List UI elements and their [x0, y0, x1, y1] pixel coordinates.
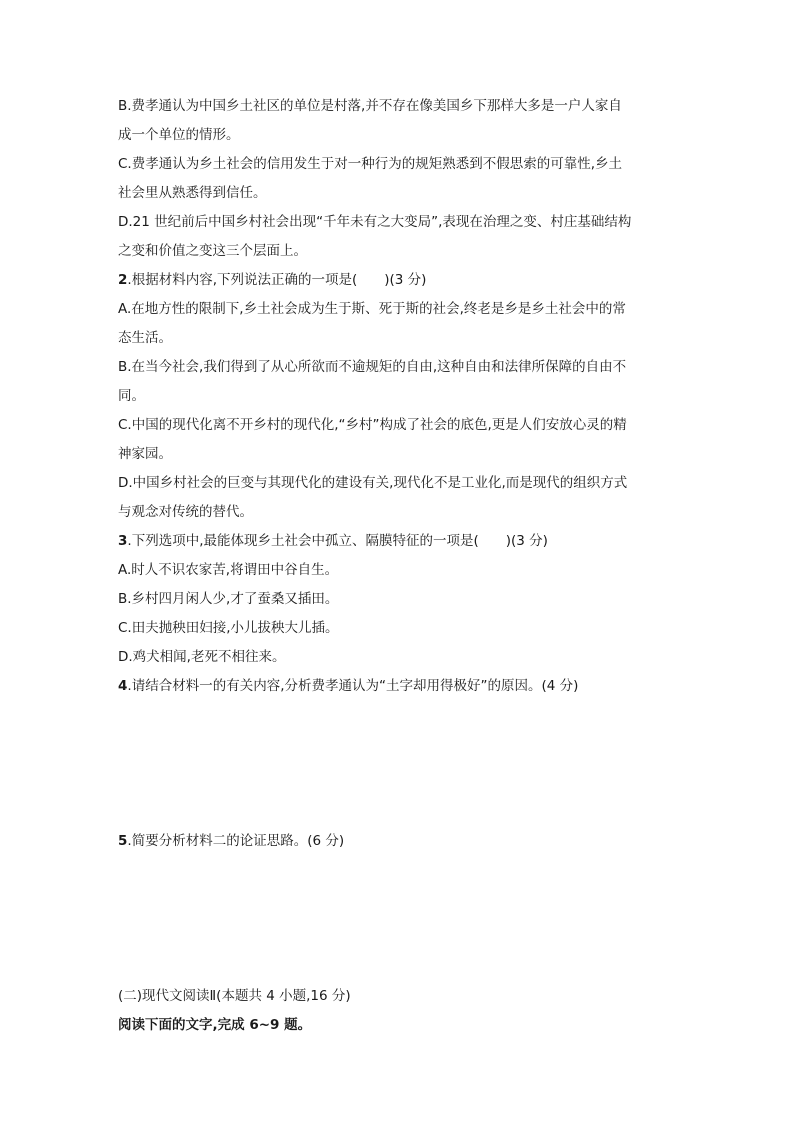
q2-option-c-line-2: 神家园。 [118, 446, 172, 462]
q3-option-d: D.鸡犬相闻,老死不相往来。 [118, 649, 286, 665]
option-c-line-1: C.费孝通认为乡土社会的信用发生于对一种行为的规矩熟悉到不假思索的可靠性,乡土 [118, 156, 623, 172]
question-5-number: 5 [118, 833, 128, 849]
question-4-stem [118, 677, 578, 695]
q2-option-d-line-2: 与观念对传统的替代。 [118, 504, 253, 520]
q2-option-d-line-1: D.中国乡村社会的巨变与其现代化的建设有关,现代化不是工业化,而是现代的组织方式 [118, 475, 628, 491]
question-3-number: 3 [118, 533, 128, 549]
q2-option-b-line-1: B.在当今社会,我们得到了从心所欲而不逾规矩的自由,这种自由和法律所保障的自由不 [118, 359, 627, 375]
option-b-line-1: B.费孝通认为中国乡土社区的单位是村落,并不存在像美国乡下那样大多是一户人家自 [118, 98, 622, 114]
option-c-line-2: 社会里从熟悉得到信任。 [118, 185, 267, 201]
question-2-text: .根据材料内容,下列说法正确的一项是( )(3 分) [127, 272, 427, 288]
option-d-line-2: 之变和价值之变这三个层面上。 [118, 243, 307, 259]
q3-option-b: B.乡村四月闲人少,才了蚕桑又插田。 [118, 591, 339, 607]
question-4-number: 4 [118, 678, 128, 694]
section-heading: (二)现代文阅读Ⅱ(本题共 4 小题,16 分) [118, 988, 351, 1004]
q2-option-a-line-2: 态生活。 [118, 330, 172, 346]
question-5-text: .简要分析材料二的论证思路。(6 分) [127, 833, 345, 849]
q3-option-a: A.时人不识农家苦,将谓田中谷自生。 [118, 562, 339, 578]
q2-option-c-line-1: C.中国的现代化离不开乡村的现代化,“乡村”构成了社会的底色,更是人们安放心灵的精 [118, 417, 627, 433]
option-b-line-2: 成一个单位的情形。 [118, 127, 240, 143]
option-d-line-1: D.21 世纪前后中国乡村社会出现“千年未有之大变局”,表现在治理之变、村庄基础结构 [118, 214, 632, 230]
question-5-stem [118, 832, 344, 850]
q3-option-c: C.田夫抛秧田妇接,小儿拔秧大儿插。 [118, 620, 339, 636]
question-2-number: 2 [118, 272, 128, 288]
question-4-text: .请结合材料一的有关内容,分析费孝通认为“土字却用得极好”的原因。(4 分) [127, 678, 579, 694]
q2-option-a-line-1: A.在地方性的限制下,乡土社会成为生于斯、死于斯的社会,终老是乡是乡土社会中的常 [118, 301, 626, 317]
q2-option-b-line-2: 同。 [118, 388, 145, 404]
question-3-text: .下列选项中,最能体现乡土社会中孤立、隔膜特征的一项是( )(3 分) [127, 533, 548, 549]
question-2-stem [118, 271, 426, 289]
section-instruction: 阅读下面的文字,完成 6~9 题。 [118, 1017, 312, 1033]
question-3-stem [118, 532, 548, 550]
